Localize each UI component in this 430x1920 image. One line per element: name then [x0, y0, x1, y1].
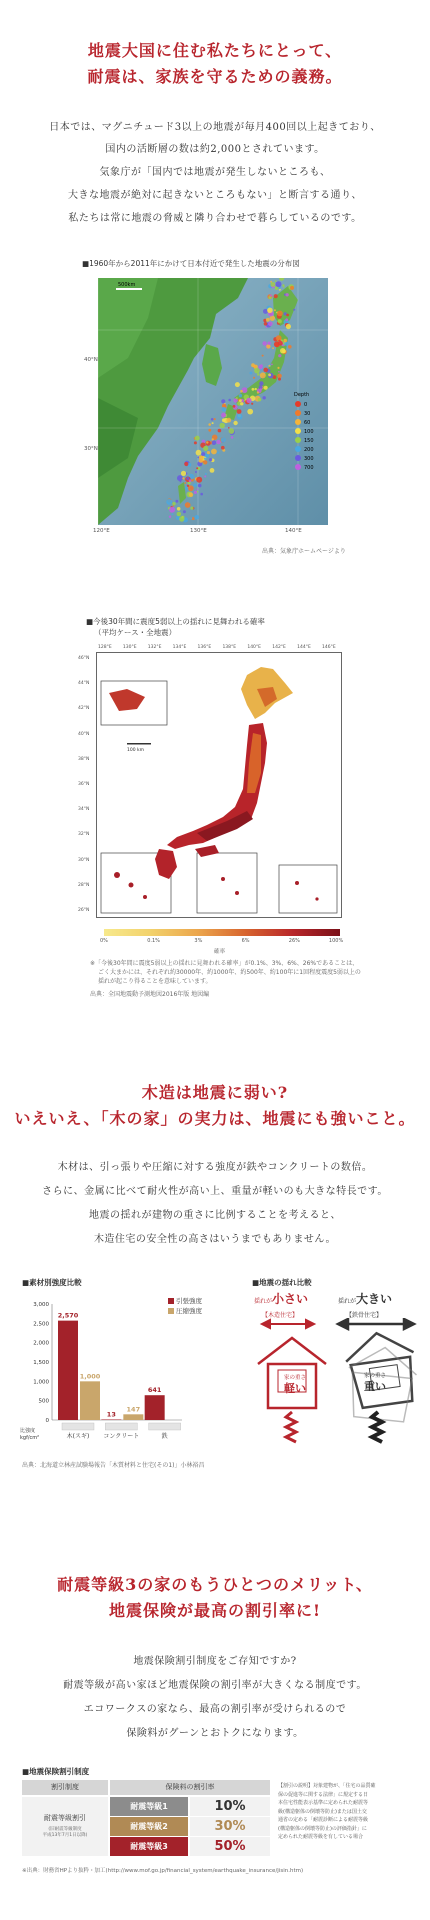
material-icon — [62, 1423, 94, 1430]
earthquake-dot — [228, 399, 231, 402]
steel-house-label: 【鉄骨住宅】 — [346, 1312, 383, 1319]
bar-value-label: 641 — [147, 1386, 162, 1395]
earthquake-dot — [268, 365, 270, 367]
legend-label: 300 — [304, 456, 314, 462]
earthquake-dot — [198, 457, 200, 459]
earthquake-dot — [264, 386, 268, 390]
earthquake-dot — [260, 388, 262, 390]
earthquake-dot — [221, 413, 226, 418]
earthquake-dot — [246, 398, 251, 403]
section3-heading-line2: 地震保険が最高の割引率に! — [108, 1601, 322, 1620]
insurance-source: ※出典：財務省HPより抜粋・加工(http://www.mof.go.jp/financial_system/earthquake_insurance/jisin.htm) — [22, 1868, 304, 1874]
steel-sway-large: 大きい — [356, 1292, 393, 1306]
body-line: 地震の揺れが建物の重さに比例することを考えると、 — [89, 1210, 341, 1221]
bar-value-label: 2,570 — [57, 1311, 79, 1320]
lat-label: 40°N — [84, 357, 98, 363]
earthquake-dot — [262, 341, 266, 345]
earthquake-dot — [257, 391, 259, 393]
section1-heading-line1: 地震大国に住む私たちにとって、 — [87, 41, 343, 60]
earthquake-dot — [212, 438, 214, 440]
lon-label: 136°E — [197, 645, 212, 650]
earthquake-dot — [196, 467, 198, 469]
steel-weight-heavy: 重い — [364, 1380, 386, 1393]
earthquake-dot — [263, 396, 266, 399]
colorbar-tick: 26% — [288, 938, 300, 944]
colorbar-tick: 0.1% — [147, 938, 160, 944]
probability-map — [96, 652, 342, 918]
map2-caption-line1: ■今後30年間に震度5弱以上の揺れに見舞われる確率 — [86, 617, 265, 626]
legend-swatch — [295, 464, 301, 470]
earthquake-dot — [282, 349, 286, 353]
earthquake-dot — [205, 473, 207, 475]
body-line: 日本では、マグニチュード3以上の地震が毎月400回以上起きており、 — [49, 122, 381, 133]
legend-label: 引張強度 — [176, 1297, 202, 1305]
earthquake-dot — [216, 440, 220, 444]
legend-swatch — [295, 446, 301, 452]
map2-note-line2: ごく大まかには、それぞれ約30000年、約1000年、約500年、約100年に1回程度震度5弱以上の — [98, 969, 361, 976]
earthquake-dot — [247, 409, 253, 415]
steel-sway-top: 揺れが — [338, 1298, 357, 1305]
earthquake-dot — [252, 388, 255, 391]
earthquake-dot — [209, 458, 212, 461]
earthquake-dot — [251, 363, 255, 367]
earthquake-dot — [233, 421, 237, 425]
earthquake-dot — [200, 493, 203, 496]
insurance-note — [278, 1782, 408, 1842]
lat-label: 40°N — [78, 731, 90, 737]
earthquake-dot — [203, 460, 207, 464]
insurance-title: ■地震保険割引制度 — [22, 1767, 90, 1776]
note-line: 定められた耐震等級を有している場合 — [278, 1834, 364, 1840]
earthquake-dot — [239, 394, 242, 397]
earthquake-dot — [276, 281, 282, 287]
earthquake-dot — [173, 505, 175, 507]
colorbar-tick: 0% — [100, 938, 108, 944]
earthquake-dot — [277, 367, 279, 369]
earthquake-dot — [293, 309, 295, 311]
earthquake-dot — [169, 507, 175, 513]
lat-label: 44°N — [78, 681, 90, 687]
earthquake-dot — [253, 377, 255, 379]
earthquake-dot — [185, 502, 191, 508]
lat-label: 34°N — [78, 807, 90, 813]
map2-lat-labels — [76, 652, 96, 916]
body-line: 私たちは常に地震の脅威と隣り合わせで暮らしているのです。 — [68, 213, 362, 224]
y-axis-label: 比強度 — [20, 1428, 36, 1434]
earthquake-dot — [212, 422, 214, 424]
earthquake-dot — [266, 344, 270, 348]
earthquake-dot — [176, 500, 179, 503]
legend-label: 100 — [304, 429, 314, 435]
legend-label: 700 — [304, 465, 314, 471]
lat-label: 30°N — [78, 857, 90, 863]
earthquake-dot — [184, 462, 188, 466]
lat-label: 46°N — [78, 656, 90, 661]
lon-label: 120°E — [93, 528, 110, 534]
earthquake-dot — [211, 449, 217, 455]
body-line: 保険料がグーンとおトクになります。 — [126, 1728, 304, 1739]
lon-label: 138°E — [222, 645, 237, 650]
earthquake-dot — [237, 409, 242, 414]
earthquake-dot — [169, 516, 171, 518]
earthquake-dot — [226, 418, 231, 423]
earthquake-dot — [255, 388, 257, 390]
y-axis-unit: kgf/cm² — [20, 1435, 40, 1441]
earthquake-dot — [283, 339, 287, 343]
earthquake-dot — [285, 293, 288, 296]
body-line: 地震保険割引制度をご存知ですか? — [133, 1656, 297, 1667]
section3-heading-line1: 耐震等級3の家のもうひとつのメリット、 — [57, 1575, 373, 1594]
grade3-rate: 50% — [190, 1837, 270, 1856]
earthquake-dot — [278, 378, 281, 381]
earthquake-dot — [214, 418, 216, 420]
lat-label: 38°N — [78, 756, 90, 762]
bar — [123, 1414, 143, 1420]
earthquake-dot — [290, 286, 294, 290]
earthquake-dot — [254, 368, 260, 374]
colorbar-tick: 6% — [241, 938, 250, 944]
body-line: 国内の活断層の数は約2,000とされています。 — [105, 144, 325, 155]
earthquake-dot — [221, 399, 225, 403]
earthquake-dot — [258, 398, 262, 402]
y-tick-label: 2,000 — [33, 1340, 49, 1347]
earthquake-dot — [177, 512, 182, 517]
earthquake-dot — [166, 499, 172, 505]
lon-label: 134°E — [172, 645, 187, 650]
earthquake-dot — [196, 477, 202, 483]
probability-colorbar — [104, 929, 340, 936]
map2-caption-line2: （平均ケース・全地震） — [94, 628, 177, 637]
body-line: エコワークスの家なら、最高の割引率が受けられるので — [83, 1704, 347, 1715]
category-label: 鉄 — [161, 1433, 168, 1440]
grade3-label: 耐震等級3 — [110, 1837, 188, 1856]
map2-lon-labels — [96, 645, 340, 653]
map1-scale-label: 500km — [118, 282, 136, 288]
earthquake-dot — [207, 451, 210, 454]
earthquake-dot — [274, 309, 276, 311]
map2-source: 出典：全国地震動予測地図2016年版 地図編 — [90, 991, 210, 998]
col-header-discount: 割引制度 — [22, 1780, 108, 1795]
bar — [58, 1321, 78, 1420]
earthquake-dot — [221, 437, 226, 442]
earthquake-dot — [275, 280, 277, 282]
lat-label: 42°N — [78, 706, 90, 712]
earthquake-dot — [204, 458, 206, 460]
earthquake-dot — [271, 364, 273, 366]
earthquake-dot — [195, 436, 200, 441]
earthquake-dot — [177, 475, 183, 481]
earthquake-dot — [196, 450, 202, 456]
body-line: 気象庁が「国内では地震が発生しないところも、 — [99, 167, 331, 178]
map2-scale-label: 100 km — [127, 748, 145, 753]
earthquake-dot — [201, 452, 205, 456]
earthquake-dot — [236, 397, 238, 399]
body-line: 耐震等級が高い家ほど地震保険の割引率が大きくなる制度です。 — [63, 1680, 367, 1691]
lon-label: 130°E — [122, 645, 137, 650]
earthquake-dot — [183, 510, 186, 513]
earthquake-dot — [211, 418, 214, 421]
grade2-rate: 30% — [190, 1817, 270, 1836]
legend-swatch — [295, 428, 301, 434]
material-icon — [105, 1423, 137, 1430]
earthquake-dot — [239, 399, 242, 402]
earthquake-dot — [288, 345, 292, 349]
bar — [80, 1381, 100, 1420]
note-line: 級(構造躯体の倒壊等防止)または国土交 — [278, 1808, 367, 1815]
earthquake-dot — [267, 308, 273, 314]
legend-label: 圧縮強度 — [176, 1307, 202, 1315]
legend-label: 150 — [304, 438, 314, 444]
sway-title: ■地震の揺れ比較 — [252, 1278, 312, 1287]
wood-house-label: 【木造住宅】 — [262, 1312, 299, 1319]
legend-swatch — [295, 455, 301, 461]
legend-title: Depth — [294, 392, 310, 398]
sway-illustration — [248, 1318, 418, 1446]
earthquake-dot — [286, 324, 291, 329]
legend-swatch — [168, 1308, 174, 1314]
earthquake-dot — [210, 468, 215, 473]
earthquake-dot — [277, 374, 282, 379]
earthquake-dot — [263, 368, 268, 373]
earthquake-dot — [199, 459, 203, 463]
earthquake-dot — [242, 387, 248, 393]
lon-label: 130°E — [190, 528, 207, 534]
earthquake-dot — [193, 483, 197, 487]
earthquake-dot — [270, 282, 275, 287]
earthquake-dot — [217, 452, 219, 454]
lon-label: 140°E — [247, 645, 262, 650]
earthquake-dot — [195, 515, 199, 519]
earthquake-dot — [268, 322, 273, 327]
earthquake-dot — [257, 373, 260, 376]
strength-bar-chart — [18, 1292, 230, 1454]
earthquake-dot — [218, 429, 222, 433]
note-line: 保の促進等に関する法律」に規定する日 — [278, 1791, 369, 1798]
section1-heading-line2: 耐震は、家族を守るための義務。 — [87, 67, 343, 86]
earthquake-dot — [179, 516, 184, 521]
legend-label: 0 — [304, 402, 308, 408]
grade2-label: 耐震等級2 — [110, 1817, 188, 1836]
legend-label: 200 — [304, 447, 314, 453]
earthquake-dot — [221, 446, 225, 450]
y-tick-label: 500 — [38, 1398, 49, 1405]
wood-weight-light: 軽い — [284, 1382, 306, 1395]
earthquake-dot — [186, 477, 189, 480]
earthquake-dot — [222, 407, 227, 412]
earthquake-dot — [267, 342, 270, 345]
earthquake-dot — [198, 484, 202, 488]
legend-swatch — [295, 401, 301, 407]
lat-label: 36°N — [78, 782, 90, 787]
earthquake-dot — [208, 423, 211, 426]
earthquake-dot — [274, 294, 278, 298]
earthquake-dot — [182, 477, 184, 479]
grade1-rate: 10% — [190, 1797, 270, 1816]
legend-label: 60 — [304, 420, 311, 426]
body-line: 大きな地震が絶対に起きないところもない」と断言する通り、 — [68, 190, 362, 201]
earthquake-dot — [258, 365, 262, 369]
earthquake-dot — [222, 418, 226, 422]
earthquake-dot — [284, 342, 288, 346]
earthquake-dot — [268, 374, 271, 377]
insurance-table — [22, 1780, 270, 1856]
earthquake-dot — [212, 440, 217, 445]
section2-heading-line2: いえいえ、「木の家」の実力は、地震にも強いこと。 — [14, 1109, 416, 1128]
earthquake-dot — [286, 314, 289, 317]
bar — [145, 1395, 165, 1420]
earthquake-dot — [194, 441, 197, 444]
body-line: 木造住宅の安全性の高さはいうまでもありません。 — [93, 1234, 337, 1245]
earthquake-dot — [235, 382, 240, 387]
colorbar-tick: 3% — [194, 938, 203, 944]
y-tick-label: 2,500 — [33, 1321, 49, 1328]
earthquake-dot — [190, 507, 193, 510]
earthquake-dot — [264, 322, 268, 326]
row-sub1: (旧耐震等級制度 — [48, 1827, 82, 1832]
lat-label: 30°N — [84, 446, 98, 452]
bar-chart-source: 出典：北海道立林産試験場報告「木質材料と住宅(その1)」小林裕昌 — [22, 1462, 205, 1469]
category-label: 木(スギ) — [66, 1433, 90, 1440]
y-tick-label: 0 — [45, 1418, 49, 1424]
map1-source: 出典：気象庁ホームページより — [262, 548, 346, 555]
lat-label: 26°N — [78, 908, 90, 913]
wood-sway-small: 小さい — [272, 1292, 309, 1306]
legend-swatch — [295, 419, 301, 425]
earthquake-dot — [240, 402, 243, 405]
earthquake-dot — [204, 475, 206, 477]
earthquake-dot — [187, 485, 189, 487]
colorbar-tick: 100% — [328, 938, 344, 944]
row-sub2: 平成13年7月1日以降) — [42, 1833, 88, 1838]
earthquake-dot — [231, 436, 234, 439]
earthquake-dot — [229, 428, 235, 434]
y-tick-label: 1,500 — [33, 1360, 49, 1366]
bar-value-label: 147 — [126, 1405, 141, 1414]
map1-caption: ■1960年から2011年にかけて日本付近で発生した地震の分布図 — [82, 259, 300, 268]
category-label: コンクリート — [103, 1433, 140, 1440]
earthquake-dot — [266, 318, 270, 322]
earthquake-dot — [195, 471, 197, 473]
earthquake-dot — [251, 403, 253, 405]
y-tick-label: 3,000 — [33, 1302, 49, 1308]
steel-weight-label: 家の重さ — [364, 1373, 387, 1379]
earthquake-dot — [278, 354, 281, 357]
earthquake-dot — [233, 405, 236, 408]
bar-value-label: 1,000 — [79, 1372, 101, 1381]
lon-label: 140°E — [285, 528, 302, 534]
earthquake-dot — [240, 390, 243, 393]
body-line: さらに、金属に比べて耐火性が高い上、重量が軽いのも大きな特長です。 — [42, 1186, 388, 1197]
earthquake-dot — [250, 372, 253, 375]
lon-label: 144°E — [297, 645, 311, 650]
earthquake-dot — [237, 414, 243, 420]
earthquake-dot — [177, 507, 181, 511]
earthquake-dot — [262, 355, 264, 357]
earthquake-dot — [184, 482, 186, 484]
earthquake-dot — [191, 517, 193, 519]
colorbar-title: 確率 — [214, 949, 226, 955]
earthquake-dot — [259, 381, 263, 385]
lon-label: 128°E — [98, 645, 112, 650]
earthquake-dot — [203, 446, 208, 451]
legend-label: 30 — [304, 411, 311, 417]
body-line: 木材は、引っ張りや圧縮に対する強度が鉄やコンクリートの数倍。 — [57, 1162, 373, 1173]
earthquake-dot — [172, 502, 175, 505]
wood-sway-top: 揺れが — [254, 1298, 273, 1305]
bar-value-label: 13 — [106, 1410, 116, 1419]
grade1-label: 耐震等級1 — [110, 1797, 188, 1816]
earthquake-dot — [228, 427, 230, 429]
lon-label: 142°E — [272, 645, 286, 650]
earthquake-dot — [208, 429, 211, 432]
earthquake-distribution-map — [98, 278, 328, 525]
row-label-cell — [22, 1797, 108, 1856]
earthquake-dot — [278, 341, 283, 346]
earthquake-dot — [278, 371, 280, 373]
earthquake-dot — [189, 479, 192, 482]
earthquake-dot — [270, 295, 272, 297]
section2-heading-line1: 木造は地震に弱い? — [141, 1083, 289, 1102]
row-label: 耐震等級割引 — [44, 1814, 86, 1822]
wood-weight-label: 家の重さ — [284, 1375, 307, 1381]
earthquake-dot — [277, 311, 283, 317]
earthquake-dot — [189, 493, 193, 497]
note-line: 通省の定める「耐震診断による耐震等級 — [278, 1817, 369, 1823]
earthquake-dot — [260, 372, 266, 378]
earthquake-dot — [282, 284, 284, 286]
bar-chart-title: ■素材別強度比較 — [22, 1278, 82, 1287]
earthquake-dot — [172, 513, 174, 515]
earthquake-dot — [206, 441, 208, 443]
earthquake-dot — [219, 423, 225, 429]
earthquake-dot — [197, 489, 199, 491]
material-icon — [149, 1423, 181, 1430]
legend-swatch — [168, 1298, 174, 1304]
earthquake-dot — [194, 491, 197, 494]
y-tick-label: 1,000 — [33, 1379, 49, 1386]
earthquake-dot — [285, 318, 288, 321]
earthquake-dot — [180, 481, 182, 483]
earthquake-dot — [272, 347, 274, 349]
note-line: 【割引の説明】対象建物が、「住宅の品質確 — [278, 1783, 376, 1789]
lat-label: 28°N — [78, 882, 90, 888]
map2-note-line1: ※「今後30年間に震度5弱以上の揺れに見舞われる確率」が0.1%、3%、6%、26%であることは、 — [90, 960, 359, 967]
note-line: (構造躯体の倒壊等防止)の評価指針」に — [278, 1825, 367, 1832]
bar — [101, 1419, 121, 1420]
earthquake-dot — [181, 471, 186, 476]
lon-label: 146°E — [322, 645, 336, 650]
earthquake-dot — [278, 319, 282, 323]
lat-label: 32°N — [78, 832, 90, 838]
note-line: 本住宅性能表示基準に定められた耐震等 — [278, 1800, 369, 1806]
legend-swatch — [295, 410, 301, 416]
legend-swatch — [295, 437, 301, 443]
col-header-rate: 保険料の割引率 — [110, 1780, 270, 1795]
lon-label: 132°E — [147, 645, 162, 650]
map2-note-line3: 揺れが起こり得ることを意味しています。 — [98, 978, 212, 985]
